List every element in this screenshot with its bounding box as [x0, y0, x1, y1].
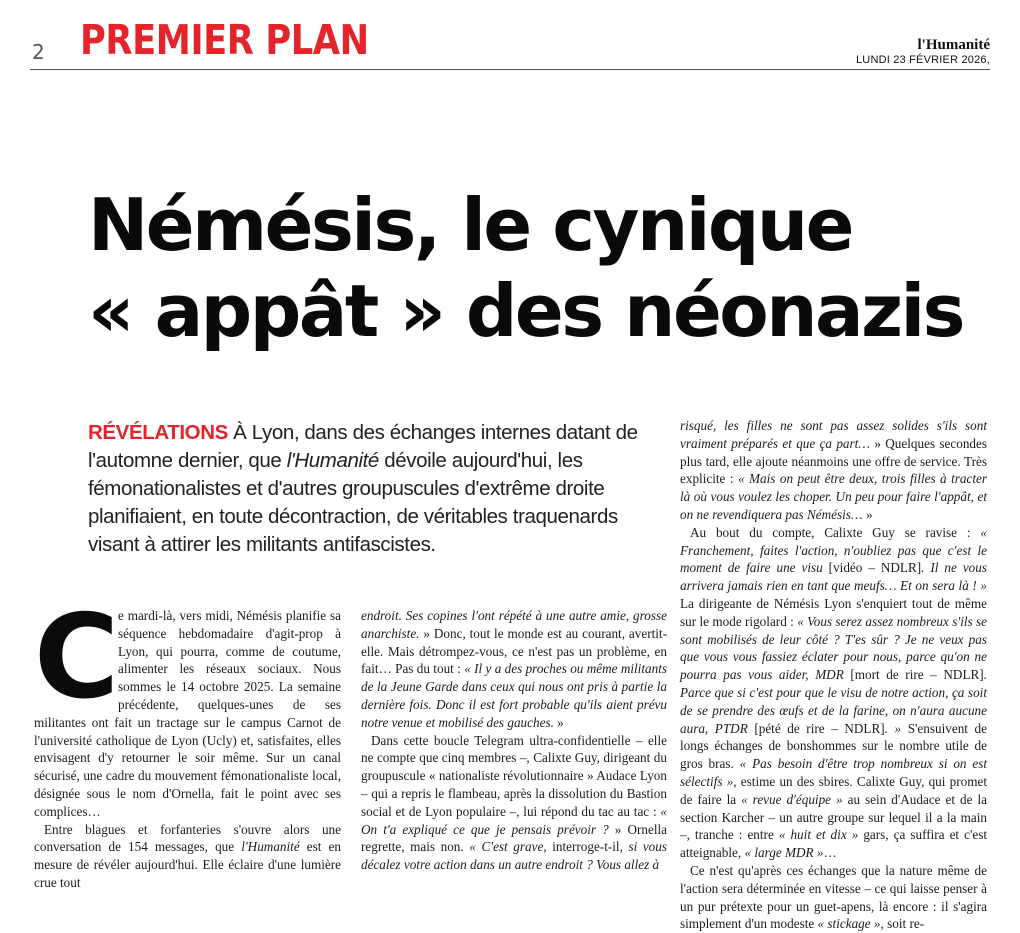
paragraph-text: , soit re- — [880, 916, 925, 932]
quote-text: « Vous serez assez nombreux s'ils se sont mobilisés de leur côté ? T'es sûr ? Je ne veux pas que vous vous fassiez éclater pour nous, parce qu'on ne pourra pas vous aider, MDR — [680, 613, 988, 683]
paragraph-text: Au bout du compte, Calixte Guy se ravise : — [690, 524, 981, 540]
paragraph-text: gars, ça suffira et c'est atteignable, — [680, 827, 987, 861]
body-paragraph — [680, 417, 987, 524]
header-rule — [30, 69, 990, 70]
quote-text: risqué, les filles ne sont pas assez solides s'ils sont vraiment préparés et que ça part… — [680, 418, 987, 451]
quote-text: « Franchement, faites l'action, n'oubliez pas que c'est le moment de faire une visu — [680, 524, 987, 576]
headline-line-1: Némésis, le cynique — [88, 183, 853, 267]
body-paragraph — [680, 862, 987, 933]
quote-text: . » — [884, 720, 902, 736]
page-number: 2 — [32, 40, 45, 64]
editor-note: [pété de rire – NDLR] — [747, 720, 885, 736]
paragraph-text: , estime un des sbires. Calixte Guy, qui promet de faire la — [680, 773, 987, 807]
paragraph-text: » Ornella regrette, mais non. — [361, 821, 668, 855]
newspaper-name: l'Humanité — [917, 37, 990, 53]
body-paragraph — [361, 607, 667, 732]
standfirst — [88, 419, 666, 559]
paragraph-text: » Donc, tout le monde est au courant, avertit-elle. Mais détrompez-vous, ce n'est pas un problème, en fait… Pas du tout : — [361, 625, 667, 677]
paragraph-text: e mardi-là, vers midi, Némésis planifie sa séquence hebdomadaire d'agit-prop à Lyon, qui pourra, comme de coutume, alimenter les réseaux sociaux. Nous sommes le 14 octobre 2025. La semaine précédente, quelques-unes de ses militantes ont fait un tractage sur le campus Carnot de l'université catholique de Lyon (Ucly) et, satisfaites, elles envisagent d'y retourner le soir même. Sur un canal sécurisé, une cadre du mouvement fémonationaliste local, désignée sous le nom d'Ornella, fait le point avec ses complices… — [34, 608, 341, 819]
quote-text: « revue d'équipe » — [741, 791, 843, 807]
paragraph-text: Entre blagues et forfanteries s'ouvre alors une conversation de 154 messages, que — [34, 821, 341, 855]
body-column-2 — [361, 607, 667, 874]
paragraph-text: S'ensuivent de longs échanges de bonshommes sur le nombre utile de gros bras. — [680, 720, 987, 772]
paragraph-text: » Quelques secondes plus tard, elle ajoute néanmoins une offre de service. Très explicite : — [680, 435, 987, 487]
body-paragraph — [34, 821, 341, 892]
paragraph-text: Ce n'est qu'après ces échanges que la nature même de l'action sera déterminée en vitesse – ce qui laisse penser à un pur prétexte pour un guet-apens, là encore : il s'agira simplement d'un modeste — [680, 862, 987, 932]
issue-date: LUNDI 23 FÉVRIER 2026, — [855, 53, 990, 66]
section-title: PREMIER PLAN — [80, 16, 369, 64]
paragraph-text: est en mesure de révéler aujourd'hui. Elle éclaire d'une lumière crue tout — [34, 839, 341, 890]
quote-text: « huit et dix » — [778, 827, 859, 843]
body-column-3 — [680, 417, 987, 933]
article-headline — [88, 182, 1008, 354]
standfirst-publication: l'Humanité — [286, 449, 379, 472]
paragraph-text: » — [862, 506, 873, 522]
paragraph-text: … — [823, 845, 837, 861]
paragraph-text: , interroge-t-il, — [543, 839, 629, 855]
editor-note: [vidéo – NDLR] — [822, 560, 922, 576]
quote-text: « Il y a des proches ou même militants de la Jeune Garde dans ceux qui nous ont pris à partie la dernière fois. Donc il est fort probable qu'ils aient prévu notre venue et mobilisé des gauches. — [361, 661, 667, 730]
editor-note: [mort de rire – NDLR] — [843, 667, 984, 683]
standfirst-text-before: À Lyon, dans des échanges internes datant de l'automne dernier, que — [88, 421, 638, 472]
paragraph-text: au sein d'Audace et de la section Karcher – un autre groupe sur lequel il a la main –, tranche : entre — [680, 791, 987, 843]
standfirst-text-after: dévoile aujourd'hui, les fémonationalistes et d'autres groupuscules d'extrême droite planifiaient, en toute décontraction, de véritables traquenards visant à attirer les militants antifascistes. — [88, 449, 618, 556]
drop-cap: C — [34, 590, 120, 725]
quote-text: . Parce que si c'est pour que le visu de notre action, ça soit de se prendre des œufs et de la farine, on n'aura aucune aura, PTDR — [680, 667, 987, 736]
body-paragraph — [680, 524, 987, 862]
quote-text: « stickage » — [817, 916, 881, 932]
standfirst-kicker: RÉVÉLATIONS — [88, 421, 228, 444]
quote-text: endroit. Ses copines l'ont répété à une autre amie, grosse anarchiste. — [361, 608, 667, 641]
quote-text: « large MDR » — [744, 845, 824, 861]
quote-text: « C'est grave — [469, 839, 544, 855]
masthead — [856, 37, 990, 66]
quote-text: . Il ne vous arrivera jamais rien en tant que meufs… Et on sera là ! » — [680, 560, 987, 594]
quote-text: « Mais on peut être deux, trois filles à tracter là où vous voulez les choper. Un peu pour faire l'appât, et on ne revendiquera pas Némésis… — [680, 471, 987, 522]
publication-name: l'Humanité — [241, 839, 300, 855]
headline-line-2: « appât » des néonazis — [88, 269, 964, 353]
paragraph-text: La dirigeante de Némésis Lyon s'enquiert tout de même sur le mode rigolard : — [680, 595, 987, 629]
paragraph-text: » — [553, 714, 564, 730]
quote-text: si vous décalez votre action dans un autre endroit ? Vous allez à — [361, 839, 667, 873]
quote-text: « On t'a expliqué ce que je pensais prévoir ? — [361, 803, 667, 837]
quote-text: « Pas besoin d'être trop nombreux si on est sélectifs » — [680, 756, 988, 789]
body-column-1 — [34, 590, 341, 892]
paragraph-text: Dans cette boucle Telegram ultra-confidentielle – elle ne compte que cinq membres –, Calixte Guy, dirigeant du groupuscule « nationaliste révolutionnaire » Audace Lyon – qui a repris le flambeau, après la dissolution du Bastion social et de Lyon populaire –, lui répond du tac au tac : — [361, 732, 667, 819]
body-paragraph — [361, 732, 667, 874]
